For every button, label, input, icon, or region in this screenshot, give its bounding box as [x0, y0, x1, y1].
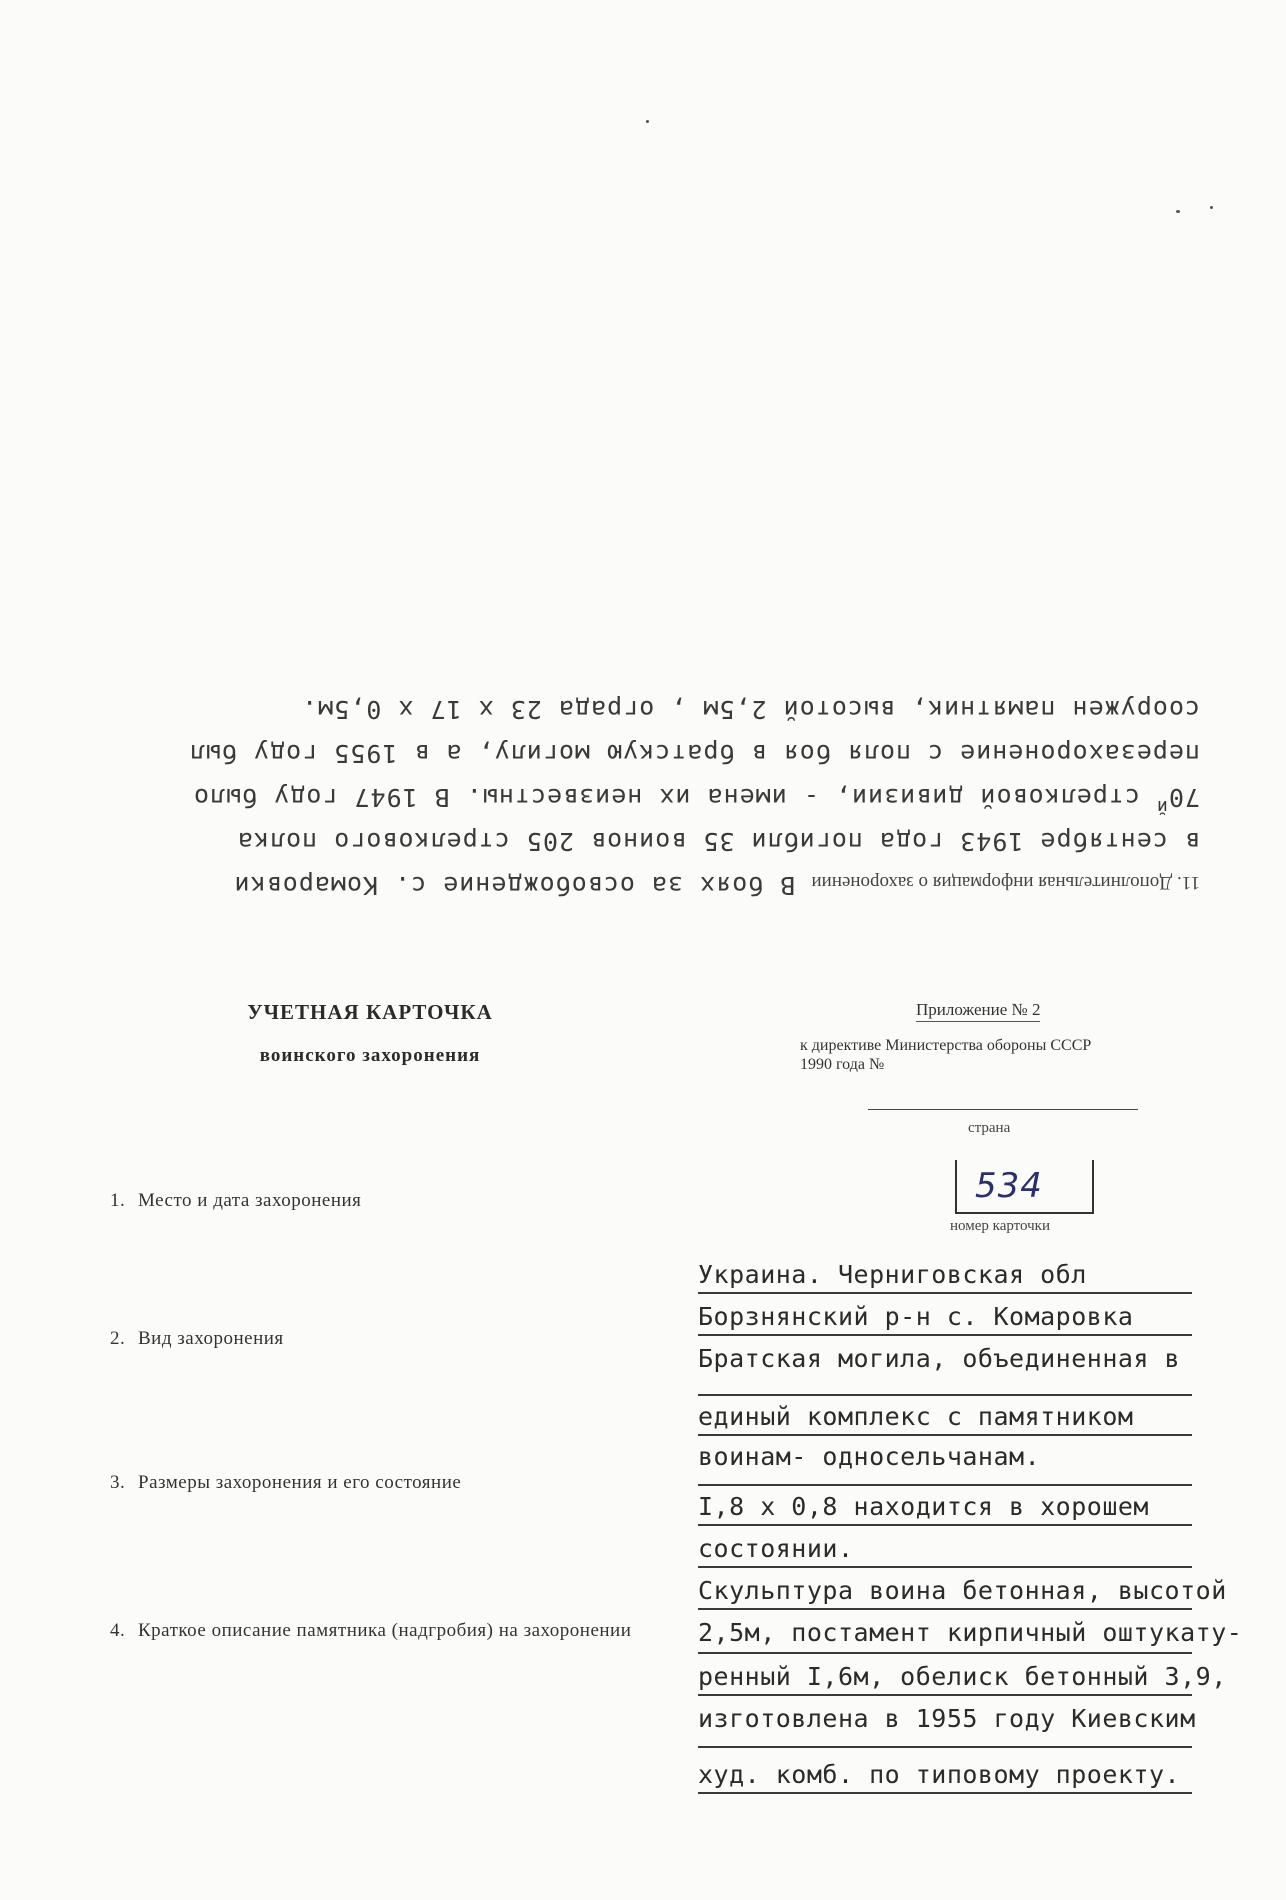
additional-info-line-4: перезахоронение с поля боя в братскую могилу, а в 1955 году был: [188, 739, 1200, 768]
speck: [1210, 206, 1213, 209]
card-number: 534: [975, 1166, 1043, 1206]
additional-info-line-3: $70^й$ стрелковой дивизии, - имена их неизвестны. В 1947 году было: [192, 783, 1200, 817]
answer-underline: [698, 1694, 1192, 1696]
answer-underline: [698, 1566, 1192, 1568]
answer-underline: [698, 1524, 1192, 1526]
answer-line: ренный I,6м, обелиск бетонный 3,9,: [698, 1662, 1227, 1691]
answer-underline: [698, 1434, 1192, 1436]
appendix-block: [800, 1000, 1091, 1074]
additional-info-line-1: 11. Дополнительная информация о захоронении В боях за освобождение с. Комаровки: [233, 871, 1200, 900]
answer-underline: [698, 1608, 1192, 1610]
answer-line: I,8 х 0,8 находится в хорошем: [698, 1492, 1149, 1521]
answer-line: Украина. Черниговская обл: [698, 1260, 1087, 1289]
item-monument-description: 4. Краткое описание памятника (надгробия) на захоронении: [110, 1620, 632, 1641]
answer-line: худ. комб. по типовому проекту.: [698, 1760, 1181, 1789]
page-subtitle: воинского захоронения: [259, 1045, 481, 1066]
answer-underline: [698, 1394, 1192, 1396]
item-burial-place: 1. Место и дата захоронения: [110, 1190, 362, 1211]
appendix-label: Приложение № 2: [916, 1000, 1040, 1022]
directive-text: к директиве Министерства обороны СССР 1990 года №: [800, 1037, 1092, 1073]
additional-info-line-5: сооружен памятник, высотой 2,5м , ограда 23 х 17 х 0,5м.: [301, 695, 1200, 724]
answer-underline: [698, 1652, 1192, 1654]
answer-line: изготовлена в 1955 году Киевским: [698, 1704, 1196, 1733]
answer-line: воинам- односельчанам.: [698, 1442, 1041, 1471]
answer-underline: [698, 1292, 1192, 1294]
speck: [646, 120, 649, 123]
answer-line: 2,5м, постамент кирпичный оштукату-: [698, 1618, 1243, 1647]
speck: [1176, 210, 1180, 213]
answer-underline: [698, 1746, 1192, 1748]
country-label: страна: [968, 1120, 1011, 1136]
answer-line: Братская могила, объединенная в: [698, 1344, 1181, 1373]
card-number-label: номер карточки: [950, 1218, 1050, 1234]
item-burial-type: 2. Вид захоронения: [110, 1328, 284, 1349]
additional-info-label: 11. Дополнительная информация о захоронении: [811, 872, 1200, 893]
country-field-line: [868, 1109, 1138, 1110]
additional-info-line-2: в сентябре 1943 года погибли 35 воинов 205 стрелкового полка: [236, 827, 1200, 856]
answer-underline: [698, 1334, 1192, 1336]
answer-line: Борзнянский р-н с. Комаровка: [698, 1302, 1134, 1331]
answer-underline: [698, 1792, 1192, 1794]
answer-line: состоянии.: [698, 1534, 854, 1563]
card-title-block: [200, 1000, 540, 1067]
item-burial-size: 3. Размеры захоронения и его состояние: [110, 1472, 462, 1493]
answer-line: Скульптура воина бетонная, высотой: [698, 1576, 1227, 1605]
additional-info-section: [60, 680, 1200, 900]
answer-underline: [698, 1484, 1192, 1486]
page-title: УЧЕТНАЯ КАРТОЧКА: [247, 1000, 493, 1024]
answer-line: единый комплекс с памятником: [698, 1402, 1134, 1431]
